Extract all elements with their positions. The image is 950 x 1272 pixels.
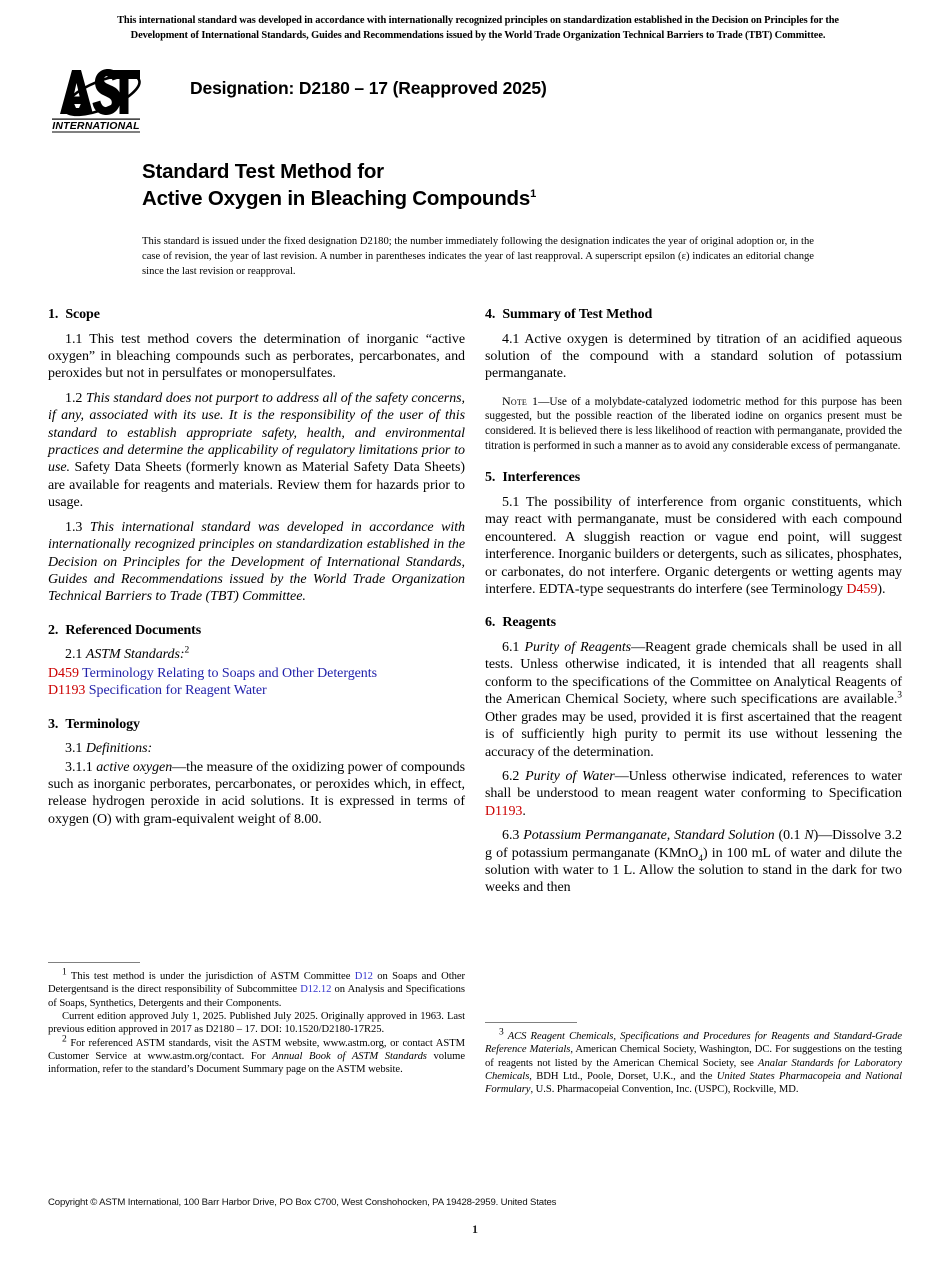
paragraph-2-1 bbox=[48, 646, 465, 663]
footnote-italic-title: United States Pharmacopeia and National Formulary bbox=[485, 1071, 902, 1096]
masthead bbox=[48, 62, 908, 140]
footnote-2 bbox=[48, 1034, 465, 1077]
copyright-notice: Copyright © ASTM International, 100 Barr Harbor Drive, PO Box C700, West Conshohocken, PA 19428-2959. United States bbox=[48, 1197, 557, 1208]
paragraph-6-2 bbox=[485, 768, 902, 820]
footnote-text: , U.S. Pharmacopeial Convention, Inc. (USPC), Rockville, MD. bbox=[530, 1084, 799, 1096]
footnote-divider-rule bbox=[485, 1022, 577, 1023]
note-text: —Use of a molybdate-catalyzed iodometric method for this purpose has been suggested, but the possible reaction of the liberated iodine on organics present must be considered. It is believed there is less likelihood of reaction with permanganate, provided the titration is performed in such a manner as to avoid any considerable excess of permanganate. bbox=[485, 395, 902, 452]
page-number: 1 bbox=[472, 1222, 478, 1236]
paragraph-number: 6.2 bbox=[502, 768, 520, 784]
standard-designation-link[interactable]: D1193 bbox=[48, 683, 86, 699]
standard-title-link[interactable]: Terminology Relating to Soaps and Other Detergents bbox=[82, 665, 377, 681]
paragraph-number: 3.1 bbox=[65, 741, 83, 757]
title-block bbox=[142, 158, 842, 279]
paragraph-6-1 bbox=[485, 639, 902, 761]
paragraph-text-tail: ) in 100 mL of water and dilute the solution with water to 1 L. Allow the solution to stand in the dark for two weeks and then bbox=[485, 845, 902, 896]
footnote-marker: 1 bbox=[62, 967, 67, 978]
paragraph-text: This test method covers the determination of inorganic “active oxygen” in bleaching compounds such as perborates, percarbonates, and peroxides but not in persulfates or monopersulfates. bbox=[48, 331, 465, 382]
footnote-text: on Soaps and Other Detergentsand is the direct responsibility of Subcommittee bbox=[48, 971, 465, 996]
section-title: Scope bbox=[65, 307, 100, 322]
paragraph-text-italic: This international standard was developed in accordance with internationally recognized principles on standardization established in the Decision on Principles for the Development of International Standards, Guides and Recommendations issued by the World Trade Organization Technical Barriers to Trade (TBT) Committee. bbox=[48, 519, 465, 605]
paragraph-text-tail: . bbox=[522, 803, 526, 819]
paragraph-number: 6.3 bbox=[502, 828, 520, 844]
section-heading-terminology bbox=[48, 716, 465, 734]
paragraph-text: —Reagent grade chemicals shall be used in all tests. Unless otherwise indicated, it is intended that all reagents shall conform to the specifications of the Committee on Analytical Reagents of the American Chemical Society, where such specifications are available. bbox=[485, 639, 902, 708]
footnote-3 bbox=[485, 1027, 903, 1097]
title-line1: Standard Test Method for bbox=[142, 160, 384, 183]
section-title: Terminology bbox=[65, 716, 140, 732]
paragraph-number: 2.1 bbox=[65, 647, 83, 663]
paragraph-5-1 bbox=[485, 494, 902, 599]
footnote-1 bbox=[48, 967, 465, 1010]
paragraph-3-1 bbox=[48, 740, 465, 757]
section-number: 6. bbox=[485, 615, 496, 631]
paragraph-1-2 bbox=[48, 390, 465, 512]
paragraph-3-1-1 bbox=[48, 759, 465, 829]
paragraph-text: Active oxygen is determined by titration of an acidified aqueous solution of the compound with a standard solution of potassium permanganate. bbox=[485, 331, 902, 382]
section-title: Interferences bbox=[502, 470, 581, 486]
paragraph-text-italic: This standard does not purport to address all of the safety concerns, if any, associated with its use. It is the responsibility of the user of this standard to establish appropriate safety, health, and environmental practices and determine the applicability of regulatory limitations prior to use. bbox=[48, 390, 465, 476]
wto-banner-line2: Development of International Standards, Guides and Recommendations issued by the World Trade Organization Technical Barriers to Trade (TBT) Committee. bbox=[130, 29, 826, 41]
astm-standards-footnote-marker: 2 bbox=[184, 645, 190, 656]
footnote-marker: 3 bbox=[499, 1027, 504, 1038]
specification-d1193-link[interactable]: D1193 bbox=[485, 803, 523, 819]
paragraph-number: 1.2 bbox=[65, 390, 83, 406]
footnote-divider-rule bbox=[48, 962, 140, 963]
paragraph-number: 6.1 bbox=[502, 639, 520, 655]
paragraph-text: —Unless otherwise indicated, references to water shall be understood to mean reagent water conforming to Specification bbox=[485, 768, 903, 802]
subcommittee-d1212-link[interactable]: D12.12 bbox=[300, 984, 332, 996]
paragraph-number: 1.3 bbox=[65, 519, 83, 535]
acs-footnote-marker: 3 bbox=[897, 690, 902, 701]
defined-term: active oxygen bbox=[96, 759, 173, 775]
paragraph-1-1 bbox=[48, 331, 465, 383]
paragraph-6-3 bbox=[485, 827, 902, 897]
footnote-marker: 2 bbox=[62, 1034, 67, 1045]
footnote-text: , American Chemical Society, Washington, DC. For suggestions on the testing of reagents not listed by the American Chemical Society, see bbox=[485, 1044, 902, 1069]
paragraph-number: 3.1.1 bbox=[65, 759, 93, 775]
referenced-standard-item[interactable] bbox=[48, 682, 465, 699]
referenced-standards-list bbox=[48, 665, 465, 700]
wto-banner bbox=[48, 14, 908, 44]
footnote-edition-info: Current edition approved July 1, 2025. Published July 2025. Originally approved in 1963. Last previous edition approved in 2017 as D2180 – 17. DOI: 10.1520/D2180-17R25. bbox=[48, 1011, 465, 1036]
section-heading-summary bbox=[485, 306, 902, 324]
section-number: 3. bbox=[48, 716, 59, 732]
water-term: Purity of Water bbox=[525, 768, 615, 784]
section-number: 4. bbox=[485, 307, 496, 322]
normality-symbol: N bbox=[804, 828, 814, 844]
paragraph-text-tail: Other grades may be used, provided it is first ascertained that the reagent is of sufficiently high purity to permit its use without lessening the accuracy of the determination. bbox=[485, 709, 902, 760]
section-title: Reagents bbox=[502, 615, 556, 631]
issue-statement: This standard is issued under the fixed designation D2180; the number immediately following the designation indicates the year of original adoption or, in the case of revision, the year of last revision. A number in parentheses indicates the year of last reapproval. A superscript epsilon (ε) indicates an editorial change since the last revision or reapproval. bbox=[142, 236, 814, 278]
section-title: Referenced Documents bbox=[65, 622, 202, 638]
paragraph-text-tail: ). bbox=[877, 582, 886, 598]
footnotes-right bbox=[485, 1022, 902, 1097]
definitions-label: Definitions: bbox=[85, 741, 153, 757]
standard-title-link[interactable]: Specification for Reagent Water bbox=[88, 683, 267, 699]
paragraph-text: The possibility of interference from organic constituents, which may react with permanganate, must be considered with each compound encountered. A sluggish reaction or vague end point, will suggest interference. Inorganic builders or detergents, such as silicates, phosphates, or carbonates, do not interfere. Organic detergents or wetting agents may interfere. EDTA-type sequestrants do interfere (see Terminology bbox=[485, 494, 903, 598]
footnote-text: For referenced ASTM standards, visit the ASTM website, www.astm.org, or contact ASTM Customer Service at www.astm.org/contact. For bbox=[48, 1037, 465, 1063]
title-footnote-marker: 1 bbox=[530, 188, 536, 201]
footnote-italic-title: ACS Reagent Chemicals, Specifications and Procedures for Reagents and Standard-Grade Reference Materials bbox=[485, 1031, 902, 1056]
referenced-standard-item[interactable] bbox=[48, 665, 465, 682]
wto-banner-line1: This international standard was developed in accordance with internationally recognized principles on standardization established in the Decision on Principles for the bbox=[117, 15, 839, 26]
committee-d12-link[interactable]: D12 bbox=[354, 971, 373, 982]
paragraph-text: Dissolve 3.2 g of potassium permanganate (KMnO bbox=[485, 828, 902, 861]
section-number: 2. bbox=[48, 622, 59, 638]
permanganate-term: Potassium Permanganate, Standard Solution bbox=[523, 828, 775, 844]
section-title: Summary of Test Method bbox=[502, 307, 653, 322]
paragraph-text: —the measure of the oxidizing power of compounds such as inorganic perborates, percarbonates, or peroxides which, in effect, release hydrogen peroxide in acid solutions. It is expressed in terms of oxygen (O) with gram-equivalent weight of 8.00. bbox=[48, 759, 465, 827]
terminology-d459-link[interactable]: D459 bbox=[846, 582, 878, 598]
chemical-subscript: 4 bbox=[698, 853, 703, 864]
footnote-italic-title: Annual Book of ASTM Standards bbox=[272, 1051, 427, 1063]
designation-line: Designation: D2180 – 17 (Reapproved 2025) bbox=[190, 78, 547, 98]
paragraph-4-1 bbox=[485, 331, 902, 383]
reagent-term: Purity of Reagents bbox=[524, 639, 632, 655]
section-heading-interferences bbox=[485, 469, 902, 487]
title-line2: Active Oxygen in Bleaching Compounds bbox=[142, 187, 531, 211]
astm-logo bbox=[48, 62, 144, 134]
note-1 bbox=[485, 394, 902, 454]
section-heading-reagents bbox=[485, 614, 902, 632]
paragraph-1-3 bbox=[48, 519, 465, 606]
footnote-text: This test method is under the jurisdiction of ASTM Committee bbox=[66, 971, 355, 982]
paragraph-number: 1.1 bbox=[65, 331, 83, 347]
page-title bbox=[142, 158, 842, 212]
paragraph-number: 4.1 bbox=[502, 331, 520, 347]
paragraph-number: 5.1 bbox=[502, 494, 520, 510]
normality-close: )— bbox=[813, 828, 833, 844]
standard-designation-link[interactable]: D459 bbox=[48, 665, 79, 681]
footnotes-left bbox=[48, 962, 465, 1077]
astm-standards-label: ASTM Standards: bbox=[85, 647, 185, 663]
note-label: Note 1 bbox=[502, 393, 539, 408]
section-number: 1. bbox=[48, 307, 59, 322]
footnote-text: volume information, refer to the standard’s Document Summary page on the ASTM website. bbox=[48, 1051, 465, 1076]
section-heading-referenced-documents bbox=[48, 622, 465, 640]
section-number: 5. bbox=[485, 470, 496, 486]
right-column bbox=[485, 306, 902, 897]
section-heading-scope bbox=[48, 306, 465, 324]
footnote-text: , BDH Ltd., Poole, Dorset, U.K., and the bbox=[529, 1071, 717, 1083]
footnote-italic-title: Analar Standards for Laboratory Chemicals bbox=[485, 1057, 903, 1083]
normality-open: (0.1 bbox=[774, 828, 805, 844]
left-column bbox=[48, 306, 465, 828]
footnote-text: on Analysis and Specifications of Soaps, Synthetics, Detergents and their Components. bbox=[48, 984, 465, 1009]
svg-text:INTERNATIONAL: INTERNATIONAL bbox=[52, 120, 140, 132]
paragraph-text-roman: Safety Data Sheets (formerly known as Material Safety Data Sheets) are available for reagents and materials. Review them for hazards prior to usage. bbox=[48, 460, 465, 511]
